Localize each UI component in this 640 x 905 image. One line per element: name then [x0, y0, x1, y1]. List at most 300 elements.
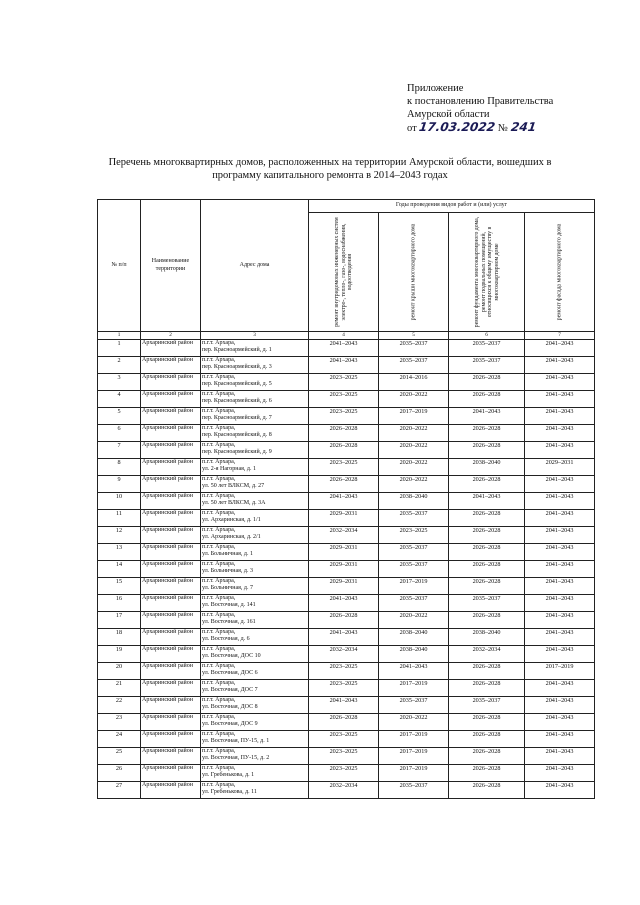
row-number: 1 — [98, 340, 141, 357]
engineering-years: 2026–2028 — [309, 714, 379, 731]
address-street: ул. Восточная, ПУ-15, д. 2 — [202, 755, 270, 762]
column-number-row — [98, 332, 595, 340]
foundation-years: 2026–2028 — [449, 663, 525, 680]
territory-cell: Архаринский район — [141, 510, 201, 527]
roof-years: 2035–2037 — [379, 357, 449, 374]
houses-table — [97, 199, 595, 799]
table-row — [98, 544, 595, 561]
address-locality: п.г.т. Архара, — [202, 765, 236, 771]
address-cell — [201, 544, 309, 561]
engineering-years: 2023–2025 — [309, 731, 379, 748]
number-prefix: № — [497, 123, 508, 134]
address-cell — [201, 595, 309, 612]
col-header-facade — [525, 213, 595, 332]
table-row — [98, 442, 595, 459]
date-line — [407, 121, 607, 135]
row-number: 15 — [98, 578, 141, 595]
table-row — [98, 374, 595, 391]
address-locality: п.г.т. Архара, — [202, 442, 236, 448]
address-street: пер. Красноармейский, д. 8 — [202, 432, 272, 439]
roof-years: 2038–2040 — [379, 493, 449, 510]
foundation-years: 2035–2037 — [449, 595, 525, 612]
address-street: ул. Восточная, д. 141 — [202, 602, 256, 609]
address-street: ул. Гребенькова, д. 11 — [202, 789, 257, 796]
address-locality: п.г.т. Архара, — [202, 561, 236, 567]
address-cell — [201, 714, 309, 731]
column-number: 5 — [379, 332, 449, 340]
roof-years: 2035–2037 — [379, 561, 449, 578]
facade-years: 2041–2043 — [525, 646, 595, 663]
address-street: ул. Гребенькова, д. 1 — [202, 772, 255, 779]
row-number: 13 — [98, 544, 141, 561]
territory-cell: Архаринский район — [141, 476, 201, 493]
address-street: ул. Больничная, д. 1 — [202, 551, 253, 558]
facade-years: 2041–2043 — [525, 425, 595, 442]
roof-years: 2020–2022 — [379, 425, 449, 442]
column-number: 6 — [449, 332, 525, 340]
table-row — [98, 578, 595, 595]
row-number: 27 — [98, 782, 141, 799]
table-row — [98, 612, 595, 629]
roof-years: 2020–2022 — [379, 459, 449, 476]
row-number: 12 — [98, 527, 141, 544]
facade-years: 2041–2043 — [525, 442, 595, 459]
foundation-years: 2026–2028 — [449, 680, 525, 697]
engineering-years: 2032–2034 — [309, 782, 379, 799]
roof-years: 2020–2022 — [379, 612, 449, 629]
territory-cell: Архаринский район — [141, 765, 201, 782]
roof-years: 2017–2019 — [379, 408, 449, 425]
table-row — [98, 425, 595, 442]
address-cell — [201, 476, 309, 493]
address-street: пер. Красноармейский, д. 6 — [202, 398, 272, 405]
roof-years: 2035–2037 — [379, 595, 449, 612]
territory-cell: Архаринский район — [141, 493, 201, 510]
facade-years: 2041–2043 — [525, 731, 595, 748]
row-number: 25 — [98, 748, 141, 765]
address-street: ул. Архаринская, д. 1/1 — [202, 517, 261, 524]
table-row — [98, 731, 595, 748]
engineering-years: 2023–2025 — [309, 748, 379, 765]
column-number: 3 — [201, 332, 309, 340]
engineering-years: 2032–2034 — [309, 646, 379, 663]
address-locality: п.г.т. Архара, — [202, 731, 236, 737]
territory-cell: Архаринский район — [141, 459, 201, 476]
engineering-years: 2041–2043 — [309, 493, 379, 510]
facade-years: 2041–2043 — [525, 493, 595, 510]
territory-cell: Архаринский район — [141, 578, 201, 595]
facade-years: 2041–2043 — [525, 544, 595, 561]
address-cell — [201, 578, 309, 595]
row-number: 10 — [98, 493, 141, 510]
foundation-years: 2026–2028 — [449, 748, 525, 765]
roof-years: 2038–2040 — [379, 629, 449, 646]
row-number: 5 — [98, 408, 141, 425]
roof-years: 2020–2022 — [379, 714, 449, 731]
territory-cell: Архаринский район — [141, 527, 201, 544]
row-number: 21 — [98, 680, 141, 697]
foundation-years: 2026–2028 — [449, 544, 525, 561]
engineering-years: 2041–2043 — [309, 595, 379, 612]
address-cell — [201, 629, 309, 646]
address-cell — [201, 612, 309, 629]
address-street: ул. Восточная, ДОС 6 — [202, 670, 258, 677]
column-number: 7 — [525, 332, 595, 340]
address-locality: п.г.т. Архара, — [202, 425, 236, 431]
territory-cell: Архаринский район — [141, 340, 201, 357]
row-number: 17 — [98, 612, 141, 629]
roof-years: 2041–2043 — [379, 663, 449, 680]
address-locality: п.г.т. Архара, — [202, 782, 236, 788]
address-cell — [201, 561, 309, 578]
engineering-years: 2026–2028 — [309, 442, 379, 459]
territory-cell: Архаринский район — [141, 357, 201, 374]
address-street: пер. Красноармейский, д. 3 — [202, 364, 272, 371]
roof-years: 2017–2019 — [379, 765, 449, 782]
address-cell — [201, 646, 309, 663]
address-street: ул. Восточная, ПУ-15, д. 1 — [202, 738, 270, 745]
row-number: 18 — [98, 629, 141, 646]
territory-cell: Архаринский район — [141, 408, 201, 425]
territory-cell: Архаринский район — [141, 731, 201, 748]
engineering-years: 2029–2031 — [309, 544, 379, 561]
address-locality: п.г.т. Архара, — [202, 714, 236, 720]
col-header-engineering — [309, 213, 379, 332]
facade-years: 2041–2043 — [525, 510, 595, 527]
engineering-years: 2029–2031 — [309, 510, 379, 527]
foundation-years: 2026–2028 — [449, 510, 525, 527]
engineering-years: 2041–2043 — [309, 340, 379, 357]
address-locality: п.г.т. Архара, — [202, 527, 236, 533]
facade-years: 2041–2043 — [525, 714, 595, 731]
table-body — [98, 340, 595, 799]
territory-cell: Архаринский район — [141, 629, 201, 646]
roof-years: 2035–2037 — [379, 510, 449, 527]
territory-cell: Архаринский район — [141, 425, 201, 442]
address-cell — [201, 459, 309, 476]
address-locality: п.г.т. Архара, — [202, 612, 236, 618]
foundation-years: 2026–2028 — [449, 782, 525, 799]
address-locality: п.г.т. Архара, — [202, 408, 236, 414]
address-cell — [201, 663, 309, 680]
territory-cell: Архаринский район — [141, 714, 201, 731]
engineering-years: 2023–2025 — [309, 391, 379, 408]
roof-years: 2014–2016 — [379, 374, 449, 391]
territory-cell: Архаринский район — [141, 697, 201, 714]
facade-years: 2041–2043 — [525, 578, 595, 595]
column-number: 4 — [309, 332, 379, 340]
row-number: 7 — [98, 442, 141, 459]
engineering-years: 2023–2025 — [309, 680, 379, 697]
address-street: пер. Красноармейский, д. 1 — [202, 347, 272, 354]
territory-cell: Архаринский район — [141, 595, 201, 612]
roof-years: 2017–2019 — [379, 680, 449, 697]
header-row-group — [98, 200, 595, 213]
engineering-years: 2041–2043 — [309, 697, 379, 714]
address-locality: п.г.т. Архара, — [202, 748, 236, 754]
engineering-years: 2029–2031 — [309, 578, 379, 595]
facade-years: 2029–2031 — [525, 459, 595, 476]
engineering-years: 2023–2025 — [309, 459, 379, 476]
territory-cell: Архаринский район — [141, 391, 201, 408]
territory-cell: Архаринский район — [141, 544, 201, 561]
table-row — [98, 697, 595, 714]
address-cell — [201, 697, 309, 714]
column-number: 2 — [141, 332, 201, 340]
roof-years: 2020–2022 — [379, 442, 449, 459]
table-row — [98, 510, 595, 527]
table-row — [98, 527, 595, 544]
table-row — [98, 782, 595, 799]
territory-cell: Архаринский район — [141, 561, 201, 578]
foundation-years: 2038–2040 — [449, 459, 525, 476]
address-locality: п.г.т. Архара, — [202, 476, 236, 482]
row-number: 20 — [98, 663, 141, 680]
address-street: ул. Восточная, ДОС 8 — [202, 704, 258, 711]
foundation-years: 2041–2043 — [449, 408, 525, 425]
territory-cell: Архаринский район — [141, 748, 201, 765]
table-row — [98, 714, 595, 731]
foundation-years: 2026–2028 — [449, 731, 525, 748]
address-cell — [201, 374, 309, 391]
engineering-years: 2041–2043 — [309, 629, 379, 646]
foundation-years: 2026–2028 — [449, 765, 525, 782]
address-cell — [201, 527, 309, 544]
table-row — [98, 340, 595, 357]
foundation-years: 2026–2028 — [449, 578, 525, 595]
row-number: 11 — [98, 510, 141, 527]
roof-years: 2020–2022 — [379, 391, 449, 408]
address-cell — [201, 782, 309, 799]
address-street: ул. 2-я Нагорная, д. 1 — [202, 466, 256, 473]
engineering-years: 2023–2025 — [309, 663, 379, 680]
address-street: ул. Больничная, д. 3 — [202, 568, 253, 575]
facade-years: 2041–2043 — [525, 765, 595, 782]
engineering-years: 2029–2031 — [309, 561, 379, 578]
roof-years: 2017–2019 — [379, 748, 449, 765]
foundation-label: ремонт фундамента многоквартирного дома, ремонт подвальных помещений, относящихся к общему имуществу в многоквартирном доме — [473, 216, 500, 328]
col-header-work-years: Годы проведения видов работ и (или) услуг — [309, 200, 595, 213]
row-number: 24 — [98, 731, 141, 748]
address-locality: п.г.т. Архара, — [202, 663, 236, 669]
facade-years: 2041–2043 — [525, 782, 595, 799]
roof-years: 2038–2040 — [379, 646, 449, 663]
address-street: ул. Архаринская, д. 2/1 — [202, 534, 261, 541]
foundation-years: 2035–2037 — [449, 340, 525, 357]
facade-years: 2041–2043 — [525, 391, 595, 408]
foundation-years: 2035–2037 — [449, 697, 525, 714]
address-locality: п.г.т. Архара, — [202, 493, 236, 499]
title-line-1: Перечень многоквартирных домов, расположенных на территории Амурской области, вошедших в — [108, 157, 552, 168]
table-row — [98, 663, 595, 680]
col-header-num: № п/п — [98, 200, 141, 332]
address-cell — [201, 748, 309, 765]
address-locality: п.г.т. Архара, — [202, 459, 236, 465]
territory-cell: Архаринский район — [141, 374, 201, 391]
row-number: 26 — [98, 765, 141, 782]
foundation-years: 2026–2028 — [449, 374, 525, 391]
col-header-foundation — [449, 213, 525, 332]
territory-cell: Архаринский район — [141, 782, 201, 799]
column-number: 1 — [98, 332, 141, 340]
table-row — [98, 476, 595, 493]
address-street: ул. Больничная, д. 7 — [202, 585, 253, 592]
address-cell — [201, 340, 309, 357]
table-row — [98, 391, 595, 408]
address-street: ул. 50 лет ВЛКСМ, д. 3А — [202, 500, 266, 507]
address-locality: п.г.т. Архара, — [202, 340, 236, 346]
table-row — [98, 748, 595, 765]
address-street: пер. Красноармейский, д. 9 — [202, 449, 272, 456]
facade-years: 2041–2043 — [525, 476, 595, 493]
foundation-years: 2026–2028 — [449, 476, 525, 493]
address-street: пер. Красноармейский, д. 5 — [202, 381, 272, 388]
facade-label: ремонт фасада многоквартирного дома — [556, 223, 563, 321]
address-street: ул. 50 лет ВЛКСМ, д. 27 — [202, 483, 265, 490]
address-locality: п.г.т. Архара, — [202, 544, 236, 550]
address-cell — [201, 425, 309, 442]
territory-cell: Архаринский район — [141, 442, 201, 459]
title-line-2: программу капитального ремонта в 2014–2043 годах — [212, 170, 448, 181]
region-name: Амурской области — [407, 109, 490, 120]
row-number: 22 — [98, 697, 141, 714]
address-locality: п.г.т. Архара, — [202, 510, 236, 516]
address-cell — [201, 391, 309, 408]
foundation-years: 2038–2040 — [449, 629, 525, 646]
engineering-years: 2023–2025 — [309, 408, 379, 425]
facade-years: 2041–2043 — [525, 561, 595, 578]
address-cell — [201, 510, 309, 527]
facade-years: 2041–2043 — [525, 527, 595, 544]
address-locality: п.г.т. Архара, — [202, 374, 236, 380]
foundation-years: 2026–2028 — [449, 612, 525, 629]
address-street: ул. Восточная, ДОС 9 — [202, 721, 258, 728]
table-row — [98, 561, 595, 578]
handwritten-date: 17.03.2022 — [418, 120, 497, 134]
col-header-roof — [379, 213, 449, 332]
roof-years: 2017–2019 — [379, 578, 449, 595]
facade-years: 2041–2043 — [525, 748, 595, 765]
facade-years: 2041–2043 — [525, 374, 595, 391]
foundation-years: 2026–2028 — [449, 714, 525, 731]
table-row — [98, 629, 595, 646]
address-locality: п.г.т. Архара, — [202, 391, 236, 397]
address-locality: п.г.т. Архара, — [202, 595, 236, 601]
appendix-label: Приложение — [407, 83, 464, 94]
foundation-years: 2032–2034 — [449, 646, 525, 663]
roof-years: 2017–2019 — [379, 731, 449, 748]
facade-years: 2017–2019 — [525, 663, 595, 680]
foundation-years: 2035–2037 — [449, 357, 525, 374]
table-row — [98, 680, 595, 697]
foundation-years: 2041–2043 — [449, 493, 525, 510]
address-locality: п.г.т. Архара, — [202, 357, 236, 363]
engineering-years: 2023–2025 — [309, 374, 379, 391]
table-row — [98, 646, 595, 663]
row-number: 6 — [98, 425, 141, 442]
engineering-years: 2026–2028 — [309, 425, 379, 442]
address-locality: п.г.т. Архара, — [202, 578, 236, 584]
territory-cell: Архаринский район — [141, 646, 201, 663]
table-row — [98, 357, 595, 374]
col-header-territory: Наименование территории — [141, 200, 201, 332]
engineering-years: 2041–2043 — [309, 357, 379, 374]
handwritten-number: 241 — [509, 120, 537, 134]
row-number: 16 — [98, 595, 141, 612]
address-street: ул. Восточная, д. 6 — [202, 636, 250, 643]
row-number: 8 — [98, 459, 141, 476]
engineering-years: 2026–2028 — [309, 612, 379, 629]
engineering-years: 2026–2028 — [309, 476, 379, 493]
address-street: пер. Красноармейский, д. 7 — [202, 415, 272, 422]
address-street: ул. Восточная, ДОС 10 — [202, 653, 261, 660]
territory-cell: Архаринский район — [141, 612, 201, 629]
resolution-ref: к постановлению Правительства — [407, 96, 554, 107]
facade-years: 2041–2043 — [525, 595, 595, 612]
date-prefix: от — [407, 123, 417, 134]
roof-label: ремонт крыши многоквартирного дома — [410, 223, 417, 321]
foundation-years: 2026–2028 — [449, 391, 525, 408]
address-street: ул. Восточная, д. 161 — [202, 619, 256, 626]
address-locality: п.г.т. Архара, — [202, 697, 236, 703]
table-row — [98, 765, 595, 782]
engineering-label: ремонт внутридомовых инженерных систем электро-, тепло-, газо-, водоснабжения, водоотведения — [333, 217, 353, 327]
appendix-header — [407, 82, 607, 135]
document-title — [90, 156, 570, 182]
territory-cell: Архаринский район — [141, 663, 201, 680]
address-cell — [201, 731, 309, 748]
roof-years: 2020–2022 — [379, 476, 449, 493]
table-row — [98, 595, 595, 612]
address-cell — [201, 357, 309, 374]
roof-years: 2035–2037 — [379, 544, 449, 561]
foundation-years: 2026–2028 — [449, 442, 525, 459]
facade-years: 2041–2043 — [525, 680, 595, 697]
address-locality: п.г.т. Архара, — [202, 629, 236, 635]
address-cell — [201, 680, 309, 697]
territory-cell: Архаринский район — [141, 680, 201, 697]
row-number: 19 — [98, 646, 141, 663]
row-number: 14 — [98, 561, 141, 578]
facade-years: 2041–2043 — [525, 408, 595, 425]
table-row — [98, 459, 595, 476]
foundation-years: 2026–2028 — [449, 561, 525, 578]
address-locality: п.г.т. Архара, — [202, 646, 236, 652]
table-row — [98, 408, 595, 425]
facade-years: 2041–2043 — [525, 629, 595, 646]
address-cell — [201, 765, 309, 782]
address-street: ул. Восточная, ДОС 7 — [202, 687, 258, 694]
col-header-address: Адрес дома — [201, 200, 309, 332]
row-number: 4 — [98, 391, 141, 408]
facade-years: 2041–2043 — [525, 340, 595, 357]
facade-years: 2041–2043 — [525, 697, 595, 714]
roof-years: 2035–2037 — [379, 782, 449, 799]
facade-years: 2041–2043 — [525, 612, 595, 629]
address-cell — [201, 493, 309, 510]
row-number: 9 — [98, 476, 141, 493]
roof-years: 2035–2037 — [379, 697, 449, 714]
foundation-years: 2026–2028 — [449, 425, 525, 442]
row-number: 23 — [98, 714, 141, 731]
row-number: 2 — [98, 357, 141, 374]
foundation-years: 2026–2028 — [449, 527, 525, 544]
address-cell — [201, 442, 309, 459]
roof-years: 2035–2037 — [379, 340, 449, 357]
address-locality: п.г.т. Архара, — [202, 680, 236, 686]
address-cell — [201, 408, 309, 425]
row-number: 3 — [98, 374, 141, 391]
